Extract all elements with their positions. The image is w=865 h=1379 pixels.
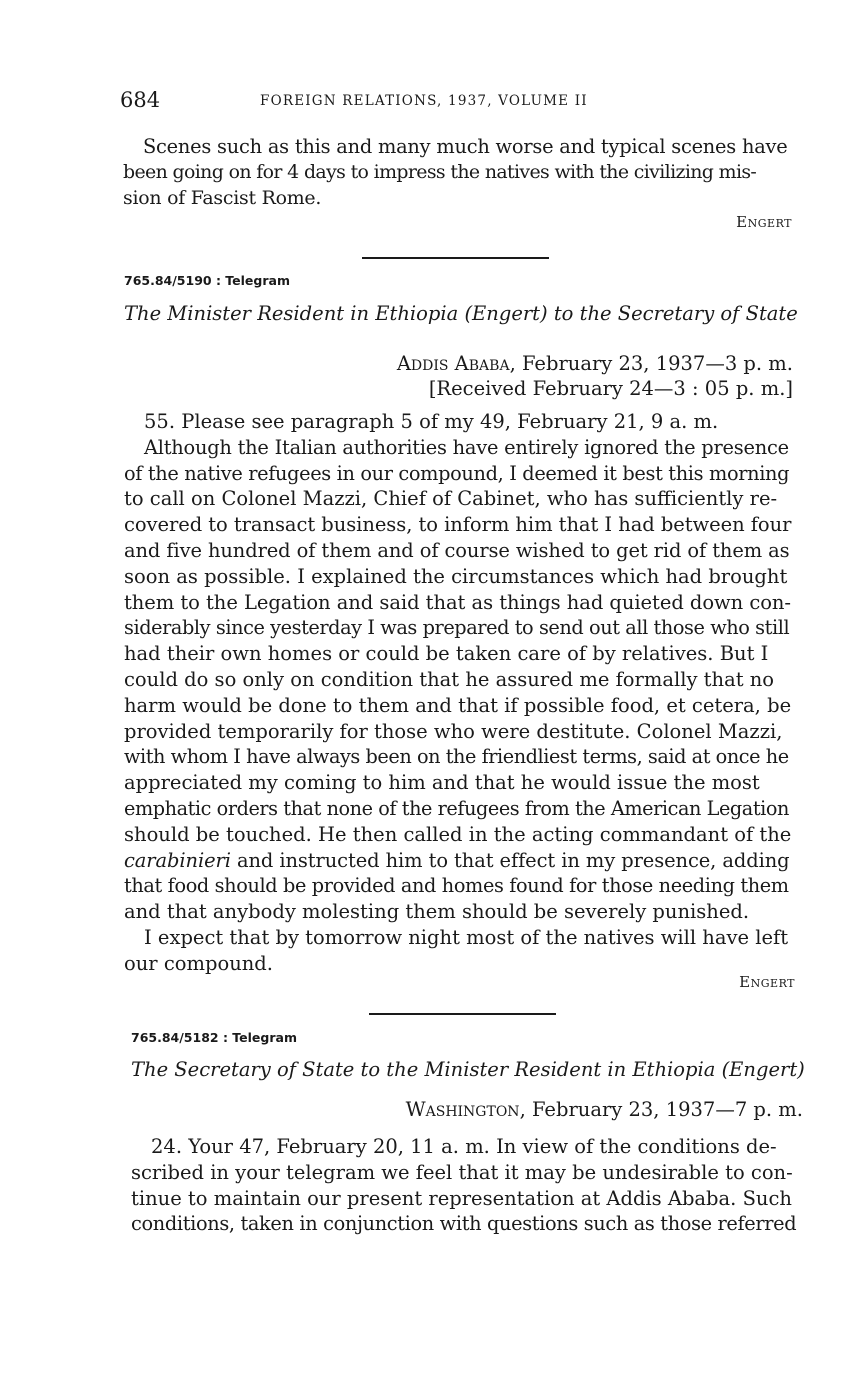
text-line: siderably since yesterday I was prepared to send out all those who still	[124, 616, 790, 640]
text-line: and five hundred of them and of course wished to get rid of them as	[124, 538, 790, 562]
dateline-date: , February 23, 1937—3 p. m.	[509, 352, 793, 375]
text-line: been going on for 4 days to impress the natives with the civilizing mis-	[123, 160, 757, 183]
dateline	[397, 352, 793, 375]
text-line: with whom I have always been on the friendliest terms, said at once he	[124, 745, 789, 769]
text-line: covered to transact business, to inform him that I had between four	[124, 513, 792, 537]
text-line: could do so only on condition that he assured me formally that no	[124, 667, 775, 691]
text-line: soon as possible. I explained the circumstances which had brought	[124, 564, 788, 588]
document-heading	[124, 302, 798, 325]
page-number: 684	[120, 88, 161, 112]
dateline-place: Addis Ababa	[396, 352, 510, 375]
section-divider	[369, 1013, 556, 1015]
doc2-body	[124, 409, 790, 977]
text-line: provided temporarily for those who were destitute. Colonel Mazzi,	[124, 719, 783, 743]
text-line: tinue to maintain our present representation at Addis Ababa. Such	[131, 1186, 792, 1210]
text-line: Although the Italian authorities have entirely ignored the presence	[144, 435, 789, 459]
text-line: I expect that by tomorrow night most of the natives will have left	[144, 925, 789, 949]
section-divider	[362, 257, 549, 259]
text-fragment: and instructed him to that effect in my presence, adding	[230, 848, 790, 872]
heading-text: The Minister Resident in Ethiopia	[124, 302, 465, 325]
text-line: our compound.	[124, 951, 273, 975]
signature: Engert	[739, 973, 795, 991]
dateline-place: Washington	[405, 1098, 520, 1121]
doc3-body	[131, 1134, 797, 1237]
italic-term: carabinieri	[124, 848, 231, 872]
text-line: that food should be provided and homes found for those needing them	[124, 874, 789, 898]
text-line: of the native refugees in our compound, I deemed it best this morning	[124, 461, 790, 485]
received-line: [Received February 24—3 : 05 p. m.]	[428, 377, 793, 400]
text-line: Scenes such as this and many much worse and typical scenes have	[143, 135, 788, 158]
text-line: and that anybody molesting them should be severely punished.	[124, 900, 750, 924]
signature: Engert	[736, 213, 792, 231]
heading-paren: (Engert)	[721, 1058, 805, 1081]
text-line: emphatic orders that none of the refugees from the American Legation	[124, 796, 789, 820]
text-line: conditions, taken in conjunction with questions such as those referred	[131, 1212, 797, 1236]
text-line: scribed in your telegram we feel that it may be undesirable to con-	[131, 1160, 793, 1184]
text-line: should be touched. He then called in the acting commandant of the	[124, 822, 792, 846]
file-reference: 765.84/5182 : Telegram	[131, 1030, 297, 1045]
text-line: had their own homes or could be taken care of by relatives. But I	[124, 642, 769, 666]
text-line	[124, 848, 790, 874]
text-line: sion of Fascist Rome.	[123, 186, 322, 209]
dateline-date: , February 23, 1937—7 p. m.	[519, 1098, 803, 1121]
text-line: them to the Legation and said that as things had quieted down con-	[124, 590, 791, 614]
file-reference: 765.84/5190 : Telegram	[124, 273, 290, 288]
dateline	[406, 1098, 803, 1121]
heading-text: The Secretary of State to the Minister Resident in Ethiopia	[131, 1058, 722, 1081]
heading-paren: (Engert)	[464, 302, 548, 325]
text-line: to call on Colonel Mazzi, Chief of Cabinet, who has sufficiently re-	[124, 487, 778, 511]
text-line: 24. Your 47, February 20, 11 a. m. In view of the conditions de-	[151, 1135, 777, 1158]
text-line: appreciated my coming to him and that he would issue the most	[124, 771, 760, 795]
heading-text: to the Secretary of State	[547, 302, 798, 325]
text-line: 55. Please see paragraph 5 of my 49, February 21, 9 a. m.	[144, 410, 719, 433]
doc1-tail	[123, 134, 788, 211]
text-line: harm would be done to them and that if possible food, et cetera, be	[124, 693, 792, 717]
document-heading	[131, 1058, 805, 1081]
running-title: FOREIGN RELATIONS, 1937, VOLUME II	[260, 93, 588, 109]
